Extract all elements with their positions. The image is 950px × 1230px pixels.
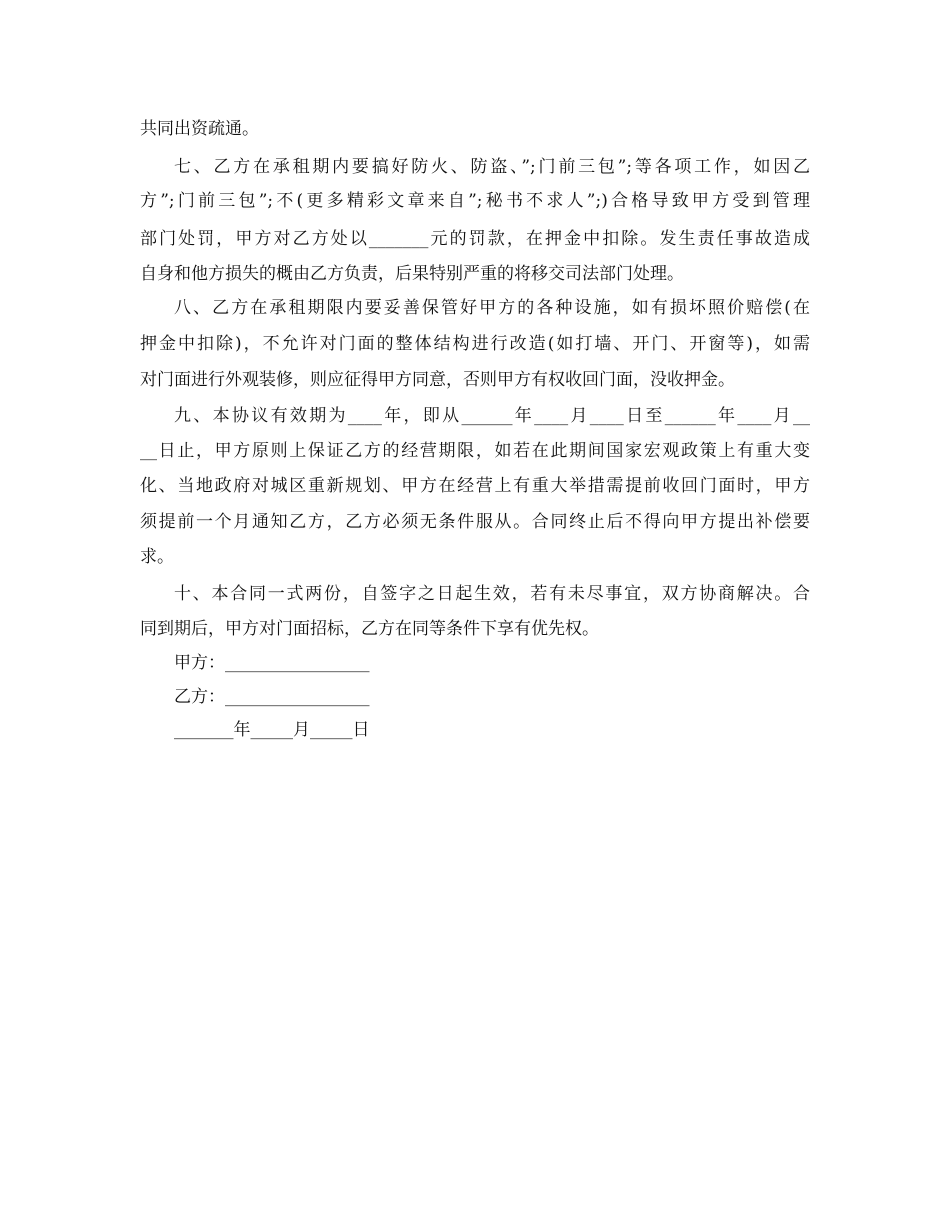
- paragraph-7-line-4: 自身和他方损失的概由乙方负责，后果特别严重的将移交司法部门处理。: [140, 264, 684, 284]
- paragraph-8-line-3: 对门面进行外观装修，则应征得甲方同意，否则甲方有权收回门面，没收押金。: [140, 370, 735, 390]
- paragraph-7-line-1: 七、乙方在承租期内要搞好防火、防盗、”;门前三包”;等各项工作，如因乙: [174, 157, 810, 177]
- paragraph-7-line-2: 方”;门前三包”;不(更多精彩文章来自”;秘书不求人”;)合格导致甲方受到管理: [140, 191, 810, 211]
- paragraph-9-line-1: 九、本协议有效期为____年，即从______年____月____日至______年____月__: [174, 406, 810, 426]
- paragraph-7-line-3: 部门处罚，甲方对乙方处以_______元的罚款，在押金中扣除。发生责任事故造成: [140, 229, 810, 249]
- party-b-signature-line: 乙方：_________________: [174, 687, 370, 707]
- paragraph-8-line-1: 八、乙方在承租期限内要妥善保管好甲方的各种设施，如有损坏照价赔偿(在: [174, 298, 810, 318]
- signature-date-line: _______年_____月_____日: [174, 720, 370, 740]
- paragraph-9-line-3: 化、当地政府对城区重新规划、甲方在经营上有重大举措需提前收回门面时，甲方: [140, 476, 810, 496]
- paragraph-6-line-end: 共同出资疏通。: [140, 119, 259, 139]
- paragraph-8-line-2: 押金中扣除)，不允许对门面的整体结构进行改造(如打墙、开门、开窗等)，如需: [140, 334, 810, 354]
- paragraph-10-line-1: 十、本合同一式两份，自签字之日起生效，若有未尽事宜，双方协商解决。合: [174, 584, 810, 604]
- party-a-signature-line: 甲方：_________________: [174, 653, 370, 673]
- paragraph-10-line-2: 同到期后，甲方对门面招标，乙方在同等条件下享有优先权。: [140, 619, 599, 639]
- paragraph-9-line-5: 求。: [140, 547, 174, 567]
- paragraph-9-line-4: 须提前一个月通知乙方，乙方必须无条件服从。合同终止后不得向甲方提出补偿要: [140, 512, 810, 532]
- paragraph-9-line-2: __日止，甲方原则上保证乙方的经营期限，如若在此期间国家宏观政策上有重大变: [140, 441, 810, 461]
